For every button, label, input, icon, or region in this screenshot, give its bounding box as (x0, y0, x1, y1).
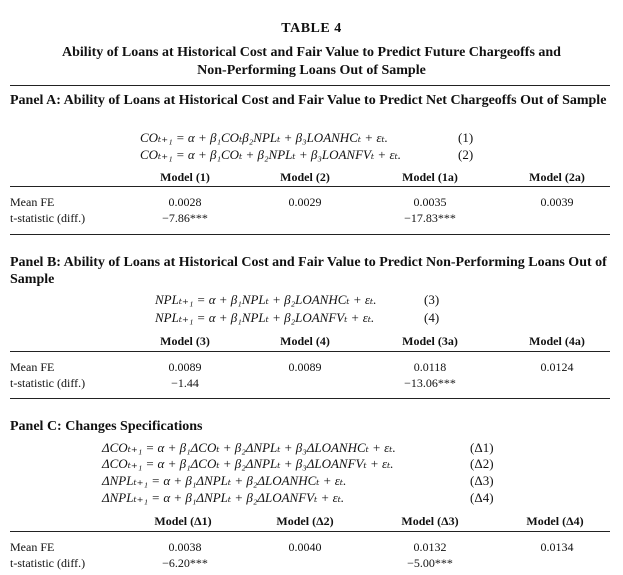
panel-c-row-label-mean-fe: Mean FE (10, 540, 55, 554)
panel-b-row-label-mean-fe: Mean FE (10, 360, 55, 374)
panel-b-cell: −1.44 (171, 376, 199, 390)
panel-c-cell: 0.0038 (168, 540, 202, 554)
panel-b-header-model-3: Model (3) (160, 334, 210, 348)
panel-a-equation-2: COₜ₊₁ = α + β₁COₜ + β₂NPLₜ + β₃LOANFVₜ + εₜ. (140, 147, 402, 162)
panel-c-heading: Panel C: Changes Specifications (10, 419, 203, 434)
panel-a-cell: −7.86*** (162, 211, 208, 225)
panel-c-cell: 0.0132 (413, 540, 447, 554)
panel-a-row-label-mean-fe: Mean FE (10, 195, 55, 209)
panel-a-header-model-1: Model (1) (160, 170, 210, 184)
panel-b-header-rule (10, 351, 610, 352)
panel-a-equation-2-number: (2) (458, 147, 474, 162)
top-rule (10, 85, 610, 86)
panel-c-equation-d2: ΔCOₜ₊₁ = α + β₁ΔCOₜ + β₂ΔNPLₜ + β₃ΔLOANFVₜ + εₜ. (102, 456, 394, 471)
panel-b-header-model-4a: Model (4a) (529, 334, 585, 348)
panel-c-header-model-d1: Model (Δ1) (154, 514, 212, 528)
panel-b-cell: 0.0124 (540, 360, 574, 374)
panel-a-equation-1: COₜ₊₁ = α + β₁COₜβ₂NPLₜ + β₃LOANHCₜ + εₜ. (140, 130, 388, 145)
panel-b-cell: 0.0089 (168, 360, 202, 374)
panel-c-equation-d3: ΔNPLₜ₊₁ = α + β₁ΔNPLₜ + β₂ΔLOANHCₜ + εₜ. (102, 473, 347, 488)
panel-a-heading: Panel A: Ability of Loans at Historical Cost and Fair Value to Predict Net Chargeoffs Out of Sample (10, 93, 607, 108)
panel-b-equation-4-number: (4) (424, 310, 440, 325)
panel-b-equation-3-number: (3) (424, 292, 440, 307)
panel-b-row-label-t-statistic: t-statistic (diff.) (10, 376, 86, 390)
panel-c-header-model-d3: Model (Δ3) (401, 514, 459, 528)
panel-c-header-rule (10, 531, 610, 532)
table-subtitle-line2: Non-Performing Loans Out of Sample (197, 63, 426, 78)
panel-c-header-model-d4: Model (Δ4) (526, 514, 584, 528)
panel-b-cell: 0.0089 (288, 360, 322, 374)
panel-b-bottom-rule (10, 398, 610, 399)
panel-a-cell: 0.0029 (288, 195, 322, 209)
panel-c-equation-d4: ΔNPLₜ₊₁ = α + β₁ΔNPLₜ + β₂ΔLOANFVₜ + εₜ. (102, 490, 345, 505)
panel-b-cell: −13.06*** (404, 376, 456, 390)
panel-a-header-rule (10, 186, 610, 187)
panel-a-header-model-2: Model (2) (280, 170, 330, 184)
panel-c-cell: 0.0134 (540, 540, 574, 554)
panel-a-cell: −17.83*** (404, 211, 456, 225)
panel-c-equation-d1: ΔCOₜ₊₁ = α + β₁ΔCOₜ + β₂ΔNPLₜ + β₃ΔLOANHCₜ + εₜ. (102, 440, 396, 455)
panel-c-cell: −6.20*** (162, 556, 208, 570)
panel-c-cell: 0.0040 (288, 540, 322, 554)
panel-a-bottom-rule (10, 234, 610, 235)
panel-b-header-model-3a: Model (3a) (402, 334, 458, 348)
panel-c-row-label-t-statistic: t-statistic (diff.) (10, 556, 86, 570)
panel-c-equation-d2-number: (Δ2) (470, 456, 494, 471)
panel-c-equation-d3-number: (Δ3) (470, 473, 494, 488)
panel-a-equation-1-number: (1) (458, 130, 474, 145)
panel-c-equation-d1-number: (Δ1) (470, 440, 494, 455)
table-title: TABLE 4 (281, 21, 342, 36)
panel-c-equation-d4-number: (Δ4) (470, 490, 494, 505)
panel-b-equation-3: NPLₜ₊₁ = α + β₁NPLₜ + β₂LOANHCₜ + εₜ. (155, 292, 377, 307)
panel-a-header-model-2a: Model (2a) (529, 170, 585, 184)
panel-a-cell: 0.0035 (413, 195, 447, 209)
panel-b-header-model-4: Model (4) (280, 334, 330, 348)
panel-c-header-model-d2: Model (Δ2) (276, 514, 334, 528)
panel-c-cell: −5.00*** (407, 556, 453, 570)
table-subtitle-line1: Ability of Loans at Historical Cost and Fair Value to Predict Future Chargeoffs and (62, 45, 561, 60)
panel-b-cell: 0.0118 (413, 360, 447, 374)
panel-b-heading: Panel B: Ability of Loans at Historical Cost and Fair Value to Predict Non-Performing Loans Out of Sample (10, 255, 607, 287)
panel-a-row-label-t-statistic: t-statistic (diff.) (10, 211, 86, 225)
panel-a-cell: 0.0028 (168, 195, 202, 209)
panel-a-cell: 0.0039 (540, 195, 574, 209)
panel-b-equation-4: NPLₜ₊₁ = α + β₁NPLₜ + β₂LOANFVₜ + εₜ. (155, 310, 375, 325)
panel-a-header-model-1a: Model (1a) (402, 170, 458, 184)
